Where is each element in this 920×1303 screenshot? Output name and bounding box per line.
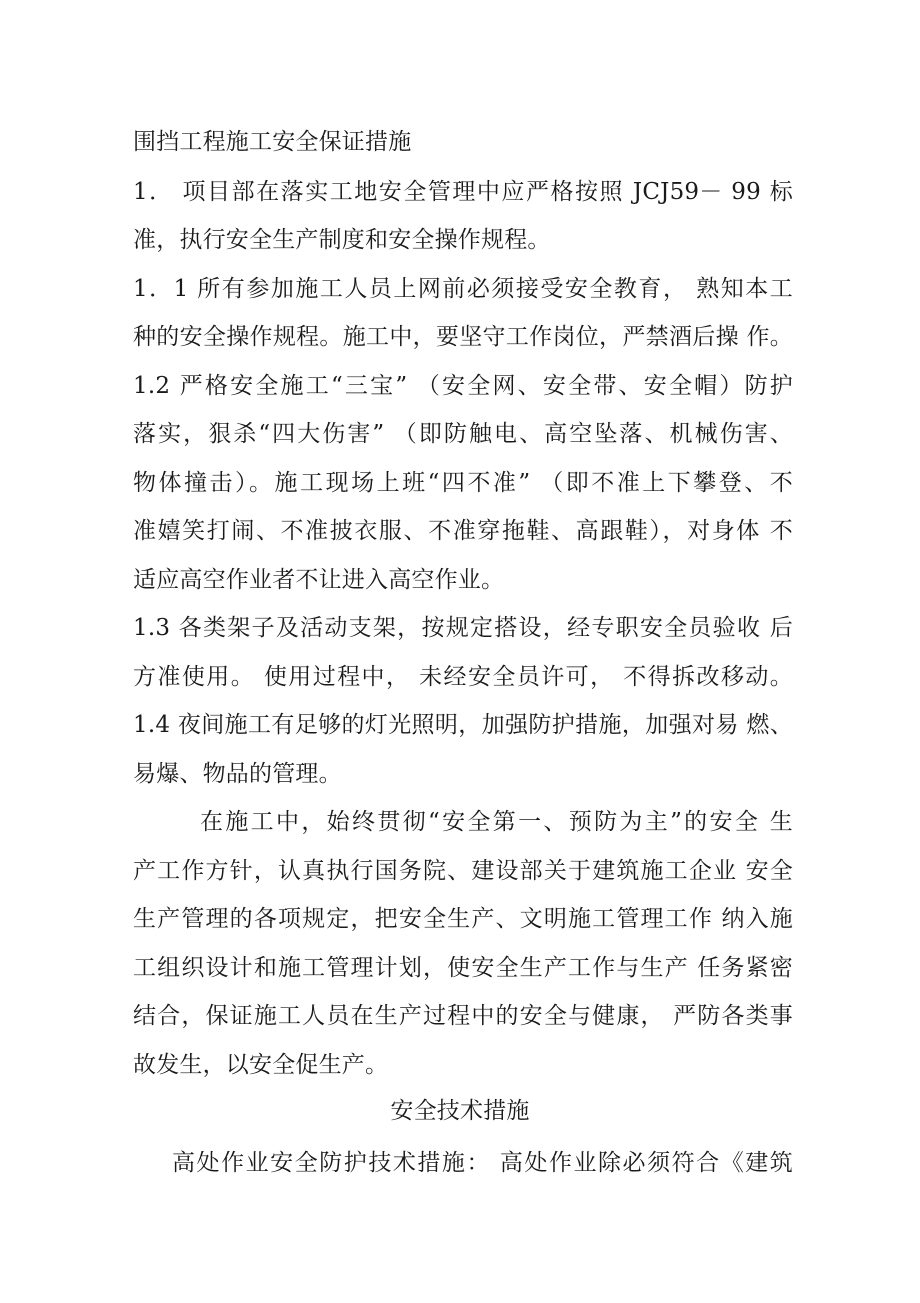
paragraph-line-18: 结合，保证施工人员在生产过程中的安全与健康， 严防各类事 <box>133 1003 793 1029</box>
paragraph-line-14: 在施工中，始终贯彻“安全第一、预防为主”的安全 生 <box>200 809 793 835</box>
paragraph-line-16: 生产管理的各项规定，把安全生产、文明施工管理工作 纳入施 <box>133 906 793 932</box>
paragraph-line-2: 准，执行安全生产制度和安全操作规程。 <box>133 227 551 253</box>
paragraph-line-12: 1.4 夜间施工有足够的灯光照明，加强防护措施，加强对易 燃、 <box>133 712 793 738</box>
paragraph-line-9: 适应高空作业者不让进入高空作业。 <box>133 567 505 593</box>
paragraph-line-3: 1．1 所有参加施工人员上网前必须接受安全教育， 熟知本工 <box>133 276 793 302</box>
section-heading: 安全技术措施 <box>390 1098 530 1124</box>
paragraph-line-7: 物体撞击）。施工现场上班“四不准” （即不准上下攀登、不 <box>133 470 793 496</box>
paragraph-last-line: 高处作业安全防护技术措施： 高处作业除必须符合《建筑 <box>172 1150 793 1176</box>
paragraph-line-19: 故发生，以安全促生产。 <box>133 1052 389 1078</box>
paragraph-line-5: 1.2 严格安全施工“三宝” （安全网、安全带、安全帽）防护 <box>133 373 793 399</box>
paragraph-line-13: 易爆、物品的管理。 <box>133 761 342 787</box>
paragraph-line-11: 方准使用。 使用过程中， 未经安全员许可， 不得拆改移动。 <box>133 664 793 690</box>
paragraph-line-8: 准嬉笑打闹、不准披衣服、不准穿拖鞋、高跟鞋），对身体 不 <box>133 518 793 544</box>
paragraph-line-1: 1． 项目部在落实工地安全管理中应严格按照 JCJ59－ 99 标 <box>133 179 793 205</box>
paragraph-line-10: 1.3 各类架子及活动支架，按规定搭设，经专职安全员验收 后 <box>133 615 793 641</box>
paragraph-line-4: 种的安全操作规程。施工中，要坚守工作岗位，严禁酒后操 作。 <box>133 324 793 350</box>
paragraph-line-15: 产工作方针，认真执行国务院、建设部关于建筑施工企业 安全 <box>133 858 793 884</box>
paragraph-line-6: 落实，狠杀“四大伤害” （即防触电、高空坠落、机械伤害、 <box>133 421 793 447</box>
document-title: 围挡工程施工安全保证措施 <box>133 129 412 155</box>
paragraph-line-17: 工组织设计和施工管理计划，使安全生产工作与生产 任务紧密 <box>133 955 793 981</box>
